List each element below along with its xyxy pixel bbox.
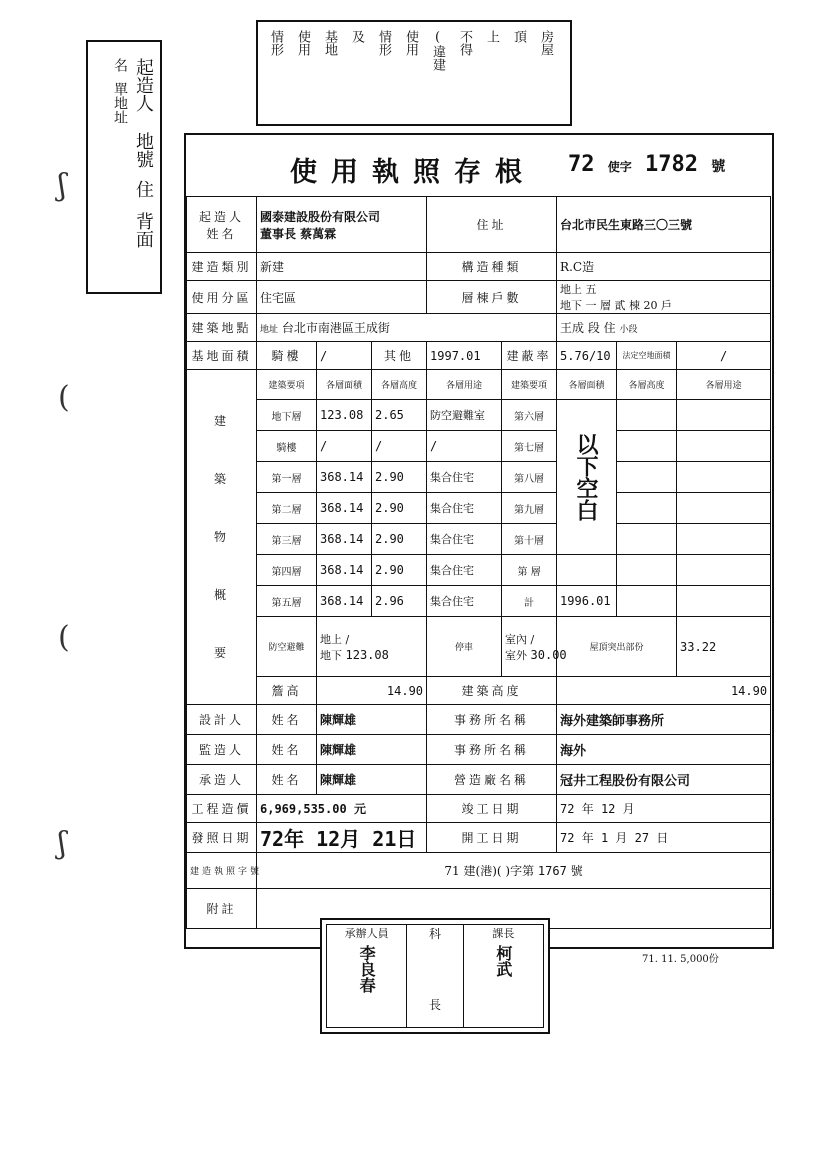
stamp-text: 背面 [133, 212, 154, 248]
binding-hole-mark: ʃ [58, 168, 67, 203]
remark-row: 附註 [187, 889, 771, 929]
stamp-text: 使用 [295, 30, 310, 56]
stamp-text: 起造人 [133, 58, 154, 112]
approval-stamp [320, 918, 550, 1034]
structure-value: R.C造 [557, 253, 771, 281]
total-area: 1996.01 [557, 586, 617, 617]
stamp-text: 單地址 [112, 82, 128, 124]
stamp-text: 上 [484, 30, 499, 43]
supervisor-row: 監造人 姓名 陳輝雄 事務所名稱 海外 [187, 735, 771, 765]
address-value: 台北市民生東路三〇三號 [557, 197, 771, 253]
issue-date: 72年 12月 21日 [257, 823, 427, 853]
stamp-text: 情形 [268, 30, 283, 56]
type-label: 建造類別 [187, 253, 257, 281]
site-label: 建築地點 [187, 314, 257, 342]
completion-date: 72 年 12 月 [557, 795, 771, 823]
site-area-label: 基地面積 [187, 342, 257, 370]
type-value: 新建 [257, 253, 427, 281]
floor-row: 地下層 123.08 2.65 防空避難室 第六層 以下空白 [187, 400, 771, 431]
stamp-text: 住 [133, 180, 154, 198]
print-note: 71. 11. 5,000份 [642, 954, 719, 965]
serial-number [568, 152, 725, 177]
coverage-label: 建蔽率 [502, 342, 557, 370]
stamp-cell: 課長 柯武 [492, 927, 515, 977]
serial-suffix: 號 [711, 159, 726, 175]
stamp-cell: 科 長 [407, 925, 463, 1027]
floors-value: 地上 五 地下 一 層 貳 棟 20 戶 [557, 281, 771, 314]
blank-marker: 以下空白 [557, 400, 617, 555]
permit-row: 建造執照字號 71 建(港)( )字第 1767 號 [187, 853, 771, 889]
zone-value: 住宅區 [257, 281, 427, 314]
form-table [186, 196, 771, 929]
parking-values: 室內 / 室外 30.00 [502, 617, 557, 677]
defense-row: 防空避難 地上 / 地下 123.08 停車 室內 / 室外 30.00 屋頂突出部份 33.22 [187, 617, 771, 677]
area-row: 基地面積 騎樓 / 其他 1997.01 建蔽率 5.76/10 法定空地面積 / [187, 342, 771, 370]
form-title: 使用執照存根 [290, 157, 536, 188]
stamp-text: 名 [112, 58, 128, 72]
height-row: 簷高 14.90 建築高度 14.90 [187, 677, 771, 705]
zone-label: 使用分區 [187, 281, 257, 314]
binding-hole-mark: ( [58, 620, 70, 655]
site-address: 地址 台北市南港區王成街 [257, 314, 557, 342]
left-address-stamp [86, 40, 162, 294]
owner-label: 起造人 姓名 [187, 197, 257, 253]
stamp-text: 使用 [403, 30, 418, 56]
structure-label: 構造種類 [427, 253, 557, 281]
top-note-stamp [256, 20, 572, 126]
binding-hole-mark: ( [58, 380, 70, 415]
serial-year: 72 [568, 152, 595, 177]
floors-label: 層棟戶數 [427, 281, 557, 314]
contractor-row: 承造人 姓名 陳輝雄 營造廠名稱 冠井工程股份有限公司 [187, 765, 771, 795]
stamp-text: 情形 [376, 30, 391, 56]
cost-row: 工程造價 6,969,535.00 元 竣工日期 72 年 12 月 [187, 795, 771, 823]
site-row [187, 314, 771, 342]
start-date: 72 年 1 月 27 日 [557, 823, 771, 853]
zone-row [187, 281, 771, 314]
serial-prefix: 使字 [607, 160, 632, 174]
stamp-text: 及 [349, 30, 364, 43]
address-label: 住址 [427, 197, 557, 253]
floor-header-row: 建 築 物 概 要 建築要項 各層面積 各層高度 各層用途 建築要項 各層面積 各層高度 各層用途 [187, 370, 771, 400]
serial-no: 1782 [645, 152, 698, 177]
permit-number: 71 建(港)( )字第 1767 號 [257, 853, 771, 889]
designer-row: 設計人 姓名 陳輝雄 事務所名稱 海外建築師事務所 [187, 705, 771, 735]
floor-row: 第三層 368.14 2.90 集合住宅 第十層 [187, 524, 771, 555]
building-summary-label: 建 築 物 概 要 [187, 370, 257, 705]
open-space-label: 法定空地面積 [617, 342, 677, 370]
binding-hole-mark: ʃ [58, 826, 67, 861]
open-space-value: / [677, 342, 771, 370]
stamp-cell: 承辦人員 李良春 [327, 925, 407, 1027]
defense-values: 地上 / 地下 123.08 [317, 617, 427, 677]
site-section: 王成 段 住 小段 [557, 314, 771, 342]
stamp-text: 基地 [322, 30, 337, 56]
stamp-text: 頂 [511, 30, 526, 43]
floor-row: 第四層 368.14 2.90 集合住宅 第 層 [187, 555, 771, 586]
floor-row: 騎樓 / / / 第七層 [187, 431, 771, 462]
type-row [187, 253, 771, 281]
stamp-text: 不得 [457, 30, 472, 56]
floor-row: 第五層 368.14 2.96 集合住宅 計 1996.01 [187, 586, 771, 617]
other-label: 其他 [372, 342, 427, 370]
stamp-text: 房屋 [538, 30, 553, 56]
coverage-value: 5.76/10 [557, 342, 617, 370]
other-value: 1997.01 [427, 342, 502, 370]
floor-row: 第一層 368.14 2.90 集合住宅 第八層 [187, 462, 771, 493]
arcade-label: 騎樓 [257, 342, 317, 370]
floor-row: 第二層 368.14 2.90 集合住宅 第九層 [187, 493, 771, 524]
stamp-text: (違建 [430, 30, 445, 71]
issue-row: 發照日期 72年 12月 21日 開工日期 72 年 1 月 27 日 [187, 823, 771, 853]
cost-value: 6,969,535.00 元 [257, 795, 427, 823]
stamp-text: 地號 [133, 132, 154, 168]
owner-row [187, 197, 771, 253]
owner-value: 國泰建設股份有限公司 董事長 蔡萬霖 [257, 197, 427, 253]
